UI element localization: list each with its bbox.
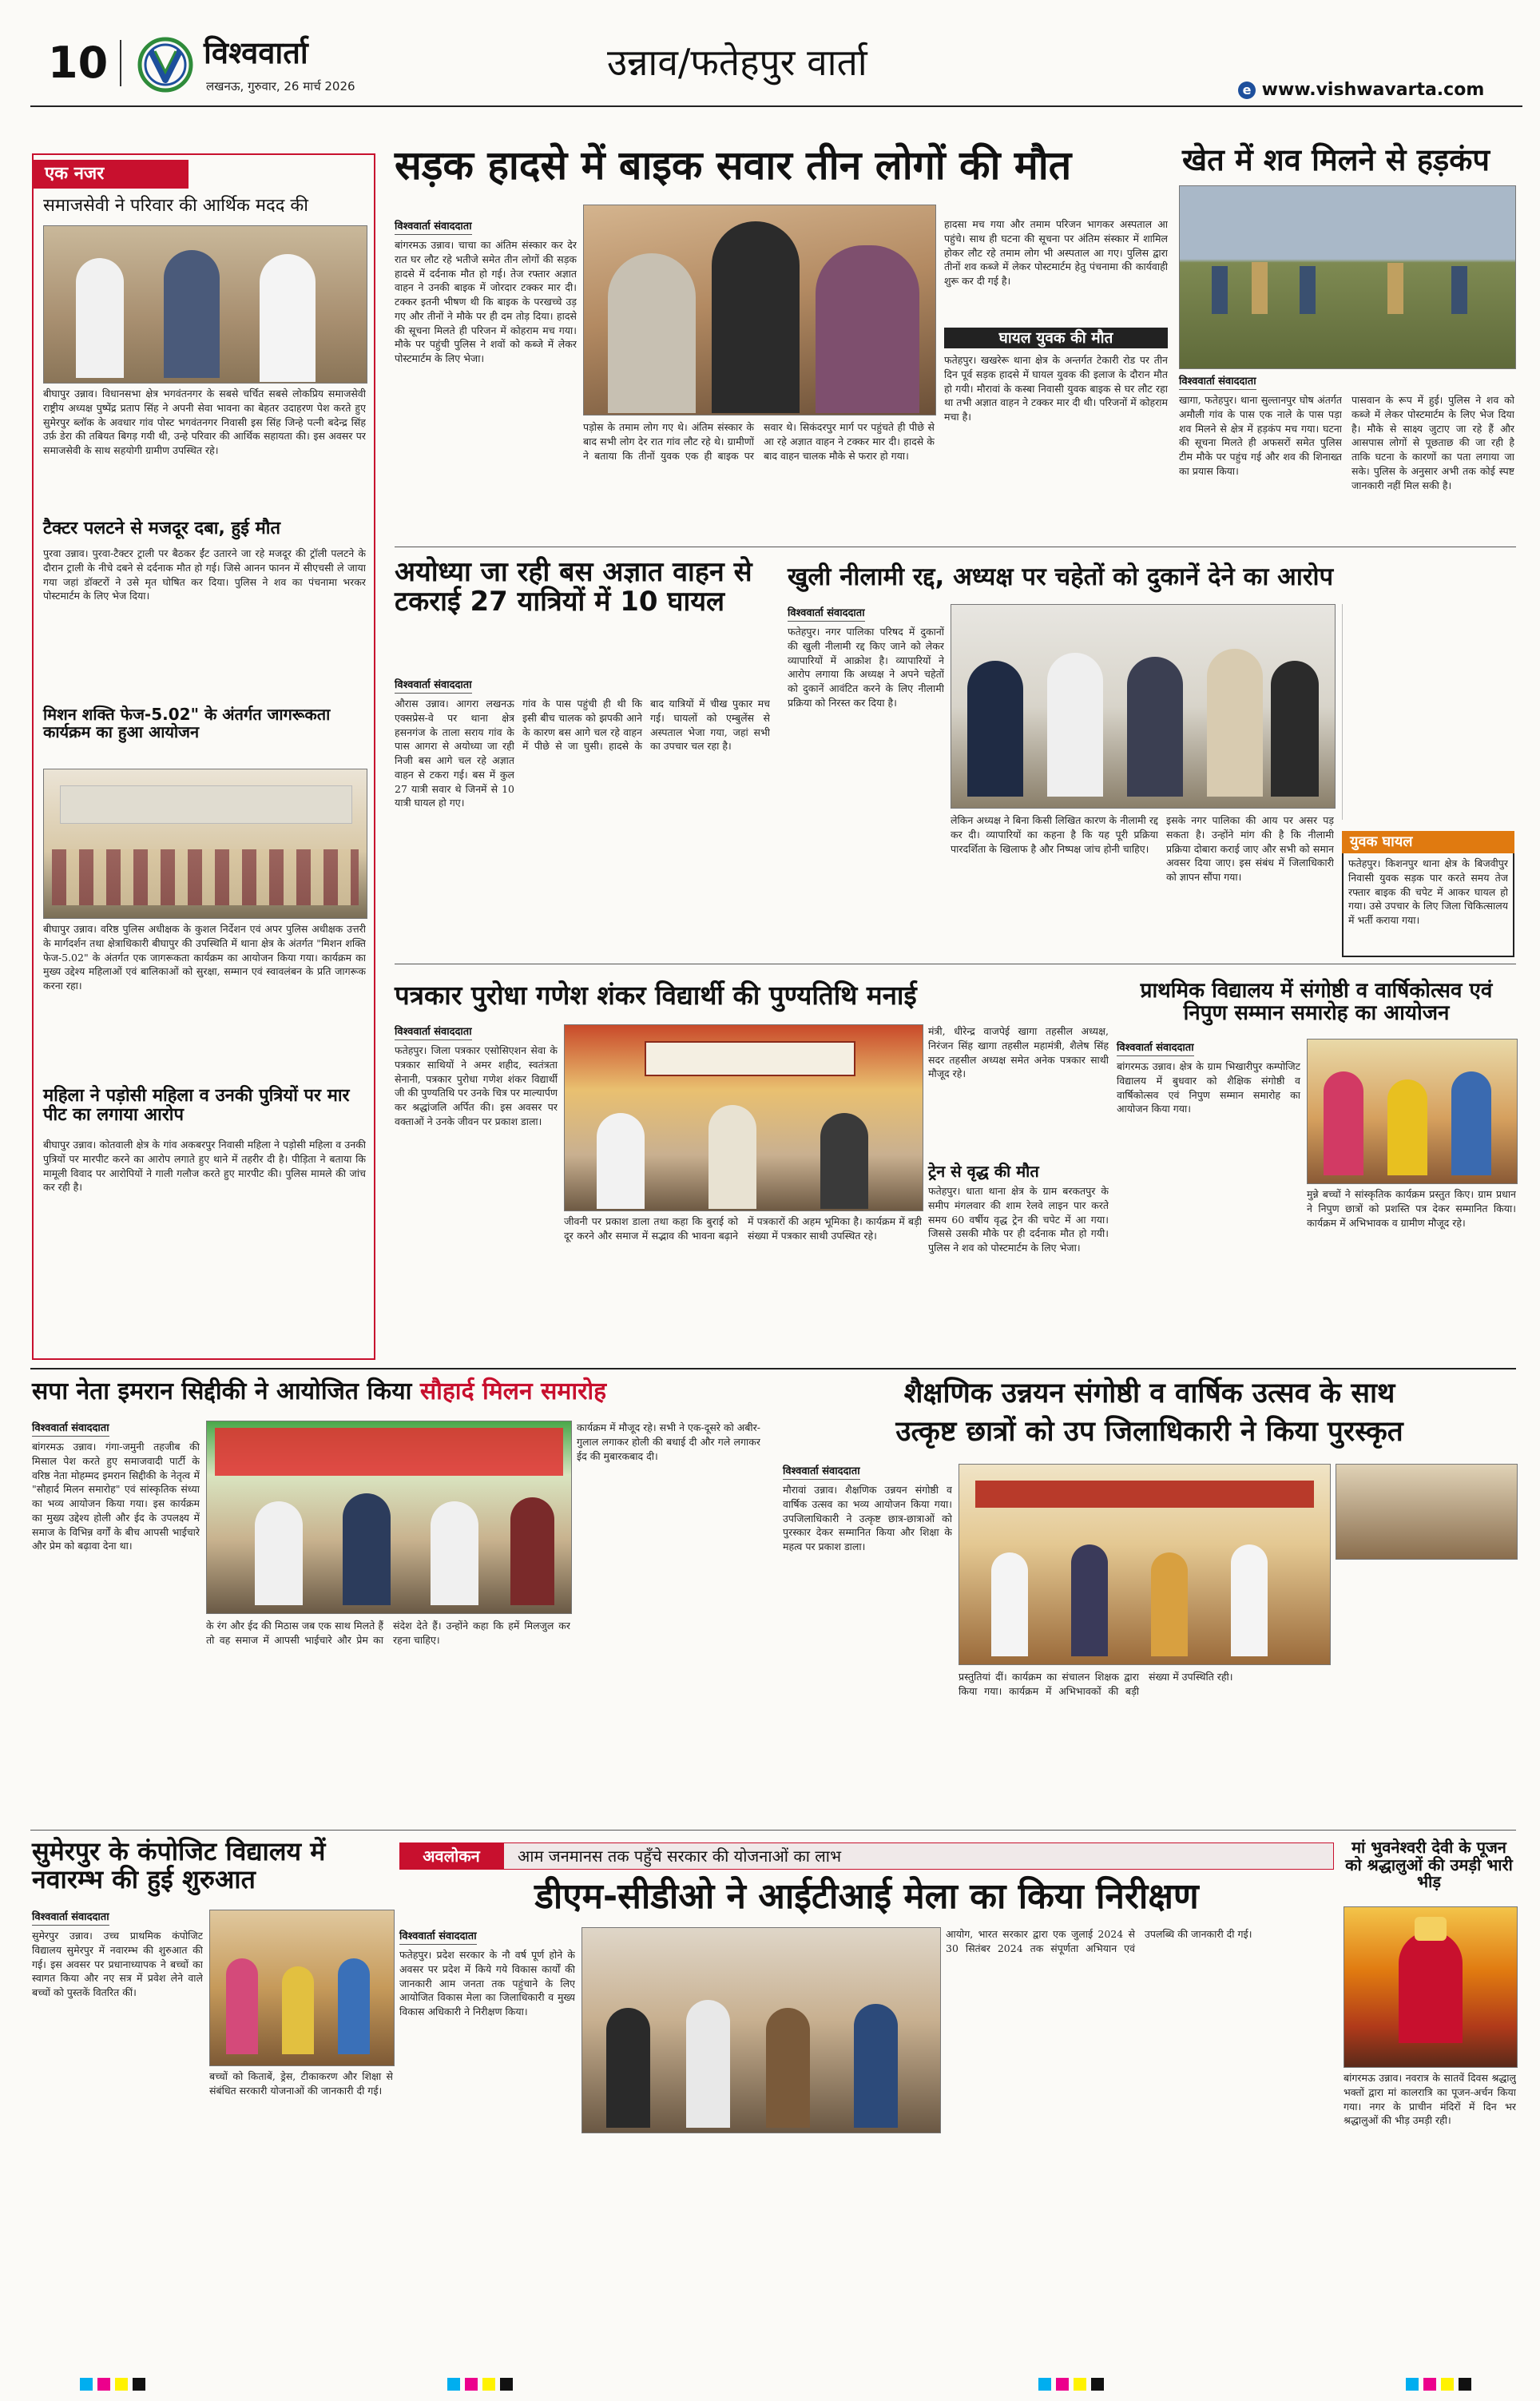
sapa-body1: बांगरमऊ उन्नाव। गंगा-जमुनी तहजीब की मिसाल पेश करते हुए समाजवादी पार्टी के वरिष्ठ नेता मोहम्मद इमरान सिद्दीकी के नेतृत्व में "सौहार्द मिलन समारोह" एवं सांस्कृतिक संध्या का भव्य आयोजन किया गया। इस कार्यक्रम का मुख्य उद्देश्य होली और ईद के उपलक्ष्य में समाज के विभिन्न वर्गों के बीच आपसी भाईचारे और प्रेम को बढ़ावा देना था।	[32, 1441, 200, 1552]
avalokan-body2: आयोग, भारत सरकार द्वारा एक जुलाई 2024 से 30 सितंबर 2024 तक संपूर्णता अभियान एवं उपलब्धि की जानकारी दी गई।	[946, 1928, 1252, 1954]
sumerpur-col1	[32, 1908, 203, 2355]
page-number-divider	[120, 40, 121, 86]
masthead-rule	[30, 105, 1522, 107]
bhuvneshwari-photo	[1344, 1906, 1518, 2068]
shaikshik-col1	[783, 1462, 952, 1819]
color-mark-cyan	[80, 2378, 93, 2391]
nilami-headline: खुली नीलामी रद्द, अध्यक्ष पर चहेतों को दुकानें देने का आरोप	[788, 562, 1334, 591]
shaikshik-headline-1: शैक्षणिक उन्नयन संगोष्ठी व वार्षिक उत्सव के साथ	[903, 1377, 1395, 1409]
prathmik-body1: बांगरमऊ उन्नाव। क्षेत्र के ग्राम भिखारीपुर कम्पोजिट विद्यालय में बुधवार को शैक्षिक संगोष्ठी व वार्षिकोत्सव एवं निपुण सम्मान समारोह का आयोजन किया गया।	[1117, 1060, 1300, 1115]
khet-shav-body2: पासवान के रूप में हुई। पुलिस ने शव को कब्जे में लेकर पोस्टमार्टम के लिए भेज दिया है। मौके से साक्ष्य जुटाए जा रहे हैं और आसपास लोगों से पूछताछ की जा रही है ताकि घटना के कारणों का पता लगाया जा सके। पुलिस के अनुसार अभी तक कोई स्पष्ट जानकारी नहीं मिल सकी है।	[1351, 394, 1514, 491]
lead-col1	[395, 217, 577, 537]
page-number: 10	[48, 38, 109, 88]
globe-icon: e	[1238, 81, 1256, 99]
shaikshik-photo-2	[1336, 1464, 1518, 1560]
lead-body3: हादसा मच गया और तमाम परिजन भागकर अस्पताल आ पहुंचे। साथ ही घटना की सूचना पर अंतिम संस्कार में शामिल होकर लौट रहे तमाम लोग भी अस्पताल आ गए। पुलिस द्वारा तीनों शव कब्जे में लेकर पोस्टमार्टम हेतु पंचनामा की कार्यवाही शुरू कर दी गई है।	[944, 218, 1168, 287]
paper-name: विश्ववार्ता	[204, 35, 308, 70]
ek-nazar-1-headline: समाजसेवी ने परिवार की आर्थिक मदद की	[43, 196, 308, 216]
sapa-body2: के रंग और ईद की मिठास जब एक साथ मिलते हैं तो वह समाज में आपसी भाईचारे और प्रेम का संदेश देते हैं। उन्होंने कहा कि हमें मिलजुल कर रहना चाहिए।	[206, 1620, 570, 1646]
nilami-body1: फतेहपुर। नगर पालिका परिषद में दुकानों की खुली नीलामी रद्द किए जाने को लेकर व्यापारियों में आक्रोश है। व्यापारियों ने आरोप लगाया कि अध्यक्ष ने अपने चहेतों को दुकानें आवंटित करने के लिए नीलामी प्रक्रिया को निरस्त कर दिया है।	[788, 626, 944, 709]
ek-nazar-3-headline: मिशन शक्ति फेज-5.02" के अंतर्गत जागरूकता कार्यक्रम का हुआ आयोजन	[43, 705, 331, 741]
rule-4	[30, 1830, 1516, 1831]
ek-nazar-4-body: बीघापुर उन्नाव। कोतवाली क्षेत्र के गांव अकबरपुर निवासी महिला ने पड़ोसी महिला व उनकी पुत्रियों पर मारपीट करने का आरोप लगाते हुए थाने में तहरीर दी है। पीड़िता ने बताया कि मामूली विवाद पर आरोपियों ने गाली गलौज करते हुए मारपीट की। पुलिस मामले की जांच कर रही है।	[43, 1139, 366, 1194]
prathmik-body2: मुन्ने बच्चों ने सांस्कृतिक कार्यक्रम प्रस्तुत किए। ग्राम प्रधान ने निपुण छात्रों को प्रशस्ति पत्र देकर सम्मानित किया। कार्यक्रम में अभिभावक व ग्रामीण मौजूद रहे।	[1307, 1188, 1516, 1229]
prathmik-headline: प्राथमिक विद्यालय में संगोष्ठी व वार्षिकोत्सव एवं निपुण सम्मान समारोह का आयोजन	[1140, 979, 1493, 1026]
website-link[interactable]	[1238, 80, 1484, 100]
nilami-body3: इसके नगर पालिका की आय पर असर पड़ सकता है। उन्होंने मांग की है कि नीलामी प्रक्रिया दोबारा कराई जाए और सभी को समान अवसर दिया जाए। इस संबंध में जिलाधिकारी को ज्ञापन सौंपा गया।	[1166, 814, 1334, 883]
lead-body1: बांगरमऊ उन्नाव। चाचा का अंतिम संस्कार कर देर रात घर लौट रहे भतीजे समेत तीन लोगों की सड़क हादसे में दर्दनाक मौत हो गई। तेज रफ्तार अज्ञात वाहन ने उनकी बाइक में जोरदार टक्कर मार दी। टक्कर इतनी भीषण थी कि बाइक के परखच्चे उड़ गए और तीनों ने मौके पर ही दम तोड़ दिया। हादसे की सूचना मिलते ही परिजन में कोहराम मच गया। मौके पर पहुंची पुलिस ने शवों को कब्जे में लेकर पोस्टमार्टम के लिए भेजा।	[395, 239, 577, 364]
patrakar-body2: जीवनी पर प्रकाश डाला तथा कहा कि बुराई को दूर करने और समाज में सद्भाव की भावना बढ़ाने में पत्रकारों की अहम भूमिका है। कार्यक्रम में बड़ी संख्या में पत्रकार साथी उपस्थित रहे।	[564, 1215, 922, 1242]
sumerpur-headline: सुमेरपुर के कंपोजिट विद्यालय में नवारम्भ की हुई शुरुआत	[32, 1836, 326, 1894]
ek-nazar-1-body: बीघापुर उन्नाव। विधानसभा क्षेत्र भगवंतनगर के सबसे चर्चित सबसे लोकप्रिय समाजसेवी राष्ट्रीय अध्यक्ष पुष्पेंद्र प्रताप सिंह ने अपनी सेवा भावना का बेहतर उदाहरण पेश करते हुए सुमेरपुर ब्लॉक के अवधार गांव पोस्ट भगवंतनगर निवासी इस सिंह जिन्हे पत्नी बदेन्द्र सिंह उर्फ़ डेरा की तबियत बिगड़ गयी थी, उन्हे परिवार की आर्थिक सहायता की। इस अवसर पर समाजसेवी के साथ सहयोगी ग्रामीण उपस्थित रहे।	[43, 388, 366, 456]
color-mark-black-2	[500, 2378, 513, 2391]
lead-headline: सड़क हादसे में बाइक सवार तीन लोगों की मौत	[395, 142, 1072, 189]
masthead	[0, 0, 1540, 102]
dateline: लखनऊ, गुरुवार, 26 मार्च 2026	[206, 79, 355, 93]
yuvak-ghayal-label: युवक घायल	[1342, 831, 1514, 853]
color-mark-cyan-2	[447, 2378, 460, 2391]
prathmik-col1	[1117, 1039, 1300, 1358]
rule-3	[30, 1368, 1516, 1369]
nilami-photo	[951, 604, 1336, 809]
patrakar-body1: फतेहपुर। जिला पत्रकार एसोसिएशन सेवा के पत्रकार साथियों ने अमर शहीद, स्वतंत्रता सेनानी, पत्रकार पुरोधा गणेश शंकर विद्यार्थी जी की पुण्यतिथि पर उनके चित्र पर माल्यार्पण कर श्रद्धांजलि अर्पित की। इस अवसर पर वक्ताओं ने उनके जीवन पर प्रकाश डाला।	[395, 1044, 558, 1127]
color-mark-magenta	[97, 2378, 110, 2391]
ayodhya-bureau: विश्ववार्ता संवाददाता	[395, 677, 472, 694]
sapa-body3: कार्यक्रम में मौजूद रहे। सभी ने एक-दूसरे को अबीर-गुलाल लगाकर होली की बधाई दी और गले लगाकर ईद की मुबारकबाद दी।	[577, 1421, 760, 1462]
ek-nazar-1-photo	[43, 225, 367, 384]
color-mark-cyan-3	[1038, 2378, 1051, 2391]
prathmik-photo	[1307, 1039, 1518, 1184]
patrakar-col1	[395, 1023, 558, 1358]
ayodhya-text	[395, 676, 778, 956]
khet-shav-bureau: विश्ववार्ता संवाददाता	[1179, 373, 1256, 390]
ek-nazar-2-headline: टैक्टर पलटने से मजदूर दबा, हुई मौत	[43, 519, 281, 539]
ayodhya-body2: गांव के पास पहुंची ही थी कि इसी बीच चालक को झपकी आने के कारण बस आगे चल रहे वाहन में पीछे से जा घुसी। हादसे के बाद यात्रियों में चीख पुकार मच गई। घायलों को एम्बुलेंस से अस्पताल भेजा गया, जहां सभी का उपचार चल रहा है।	[522, 698, 770, 753]
color-mark-black-4	[1459, 2378, 1471, 2391]
shaikshik-headline-2: उत्कृष्ट छात्रों को उप जिलाधिकारी ने किया पुरस्कृत	[895, 1416, 1403, 1448]
color-mark-yellow-2	[482, 2378, 495, 2391]
avalokan-tagline: आम जनमानस तक पहुँचे सरकार की योजनाओं का लाभ	[518, 1846, 842, 1866]
sumerpur-body2: बच्चों को किताबें, ड्रेस, टीकाकरण और शिक्षा से संबंधित सरकारी योजनाओं की जानकारी दी गई।	[209, 2070, 393, 2097]
avalokan-label: अवलोकन	[399, 1842, 503, 1870]
shaikshik-body1: मौरावां उन्नाव। शैक्षणिक उन्नयन संगोष्ठी व वार्षिक उत्सव का भव्य आयोजन किया गया। उपजिलाधिकारी ने उत्कृष्ट छात्र-छात्राओं को पुरस्कार देकर सम्मानित किया और शिक्षा के महत्व पर प्रकाश डाला।	[783, 1484, 952, 1552]
sapa-bureau: विश्ववार्ता संवाददाता	[32, 1420, 109, 1437]
ek-nazar-3-body: बीघापुर उन्नाव। वरिष्ठ पुलिस अधीक्षक के कुशल निर्देशन एवं अपर पुलिस अधीक्षक उत्तरी के मार्गदर्शन तथा क्षेत्राधिकारी बीघापुर की उपस्थिति में थाना क्षेत्र के अंतर्गत "मिशन शक्ति फेज-5.02" के अंतर्गत एक जागरूकता कार्यक्रम का आयोजन किया गया। कार्यक्रम का मुख्य उद्देश्य महिलाओं एवं बालिकाओं को सुरक्षा, सम्मान एवं स्वावलंबन के प्रति जागरूक करना रहा।	[43, 923, 366, 992]
color-mark-magenta-2	[465, 2378, 478, 2391]
website-text: www.vishwavarta.com	[1261, 80, 1485, 100]
color-mark-black	[133, 2378, 145, 2391]
nilami-body2: लेकिन अध्यक्ष ने बिना किसी लिखित कारण के नीलामी रद्द कर दी। व्यापारियों का कहना है कि यह पूरी प्रक्रिया पारदर्शिता के खिलाफ है और निष्पक्ष जांच होनी चाहिए।	[951, 814, 1158, 855]
registration-marks	[0, 2375, 1540, 2394]
avalokan-col1	[399, 1927, 575, 2355]
avalokan-bureau: विश्ववार्ता संवाददाता	[399, 1928, 477, 1945]
color-mark-yellow-4	[1441, 2378, 1454, 2391]
shaikshik-body2: प्रस्तुतियां दीं। कार्यक्रम का संचालन शिक्षक द्वारा किया गया। कार्यक्रम में अभिभावकों की बड़ी संख्या में उपस्थिति रही।	[959, 1671, 1233, 1697]
sapa-photo	[206, 1421, 572, 1614]
lead-bureau: विश्ववार्ता संवाददाता	[395, 218, 472, 235]
khet-shav-photo	[1179, 185, 1516, 369]
avalokan-photo	[581, 1927, 941, 2133]
bhuvneshwari-headline: मां भुवनेश्वरी देवी के पूजन को श्रद्धालुओं की उमड़ी भारी भीड़	[1345, 1838, 1513, 1892]
prathmik-bureau: विश्ववार्ता संवाददाता	[1117, 1040, 1194, 1056]
ek-nazar-3-photo	[43, 769, 367, 919]
train-vridh-headline: ट्रेन से वृद्ध की मौत	[928, 1162, 1039, 1181]
sumerpur-bureau: विश्ववार्ता संवाददाता	[32, 1909, 109, 1926]
sapa-headline	[32, 1379, 767, 1405]
patrakar-photo	[564, 1024, 923, 1211]
color-mark-yellow	[115, 2378, 128, 2391]
ayodhya-body1: औरास उन्नाव। आगरा लखनऊ एक्सप्रेस-वे पर थाना क्षेत्र हसनगंज के ताला सराय गांव के पास आगरा से अयोध्या जा रही निजी बस आगे चल रहे अज्ञात वाहन से टकरा गई। बस में कुल 27 यात्री सवार थे जिनमें से 10 यात्री घायल हो गए।	[395, 698, 514, 809]
train-vridh-body: फतेहपुर। धाता थाना क्षेत्र के ग्राम बरकतपुर के समीप मंगलवार की शाम रेलवे लाइन पार करते समय 60 वर्षीय वृद्ध ट्रेन की चपेट में आ गया। जिससे उसकी मौके पर ही दर्दनाक मौत हो गयी। पुलिस ने शव को पोस्टमार्टम के लिए भेजा।	[928, 1185, 1109, 1254]
yuvak-ghayal-body: फतेहपुर। किशनपुर थाना क्षेत्र के बिजवीपुर निवासी युवक सड़क पार करते समय तेज रफ्तार बाइक की चपेट में आकर घायल हो गया। उसे उपचार के लिए जिला चिकित्सालय में भर्ती कराया गया।	[1348, 857, 1508, 926]
color-mark-magenta-4	[1423, 2378, 1436, 2391]
ghayal-yuvak-body: फतेहपुर। खखरेरू थाना क्षेत्र के अन्तर्गत टेकारी रोड पर तीन दिन पूर्व सड़क हादसे में घायल युवक की इलाज के दौरान मौत हो गयी। मौरावां के कस्बा निवासी युवक बाइक से घर लौट रहा था तभी अज्ञात वाहन ने टक्कर मार दी थी। परिजनों में कोहराम मचा है।	[944, 354, 1168, 423]
patrakar-bureau: विश्ववार्ता संवाददाता	[395, 1024, 472, 1040]
ek-nazar-label: एक नजर	[34, 160, 189, 189]
khet-shav-text	[1179, 372, 1514, 540]
sapa-col1	[32, 1419, 200, 1819]
shaikshik-bureau: विश्ववार्ता संवाददाता	[783, 1463, 860, 1480]
shaikshik-body3	[1336, 1564, 1516, 1819]
ayodhya-headline: अयोध्या जा रही बस अज्ञात वाहन से टकराई 27 यात्रियों में 10 घायल	[395, 556, 752, 618]
logo-icon	[137, 37, 193, 93]
avalokan-headline: डीएम-सीडीओ ने आईटीआई मेला का किया निरीक्षण	[534, 1876, 1199, 1917]
shaikshik-photo-1	[959, 1464, 1331, 1665]
patrakar-headline: पत्रकार पुरोधा गणेश शंकर विद्यार्थी की पुण्यतिथि मनाई	[395, 980, 917, 1011]
ek-nazar-4-headline: महिला ने पड़ोसी महिला व उनकी पुत्रियों पर मार पीट का लगाया आरोप	[43, 1086, 350, 1125]
khet-shav-headline: खेत में शव मिलने से हड़कंप	[1182, 142, 1490, 177]
bhuvneshwari-body: बांगरमऊ उन्नाव। नवरात्र के सातवें दिवस श्रद्धालु भक्तों द्वारा मां कालरात्रि का पूजन-अर्चन किया गया। नगर के प्राचीन मंदिरों में दिन भर श्रद्धालुओं की भीड़ उमड़ी रही।	[1344, 2072, 1516, 2127]
color-mark-magenta-3	[1056, 2378, 1069, 2391]
avalokan-body1: फतेहपुर। प्रदेश सरकार के नौ वर्ष पूर्ण होने के अवसर पर प्रदेश में किये गये विकास कार्यों की जानकारी आम जनता तक पहुंचाने के लिए आयोजित विकास मेला का जिलाधिकारी व मुख्य विकास अधिकारी ने निरीक्षण किया।	[399, 1949, 575, 2017]
sumerpur-body1: सुमेरपुर उन्नाव। उच्च प्राथमिक कंपोजिट विद्यालय सुमेरपुर में नवारम्भ की शुरुआत की गई। इस अवसर पर प्रधानाध्यापक ने बच्चों का स्वागत किया और नए सत्र में प्रवेश लेने वाले बच्चों को पुस्तकें वितरित कीं।	[32, 1930, 203, 1998]
khet-shav-body1: खागा, फतेहपुर। थाना सुल्तानपुर घोष अंतर्गत अमौली गांव के पास एक नाले के पास पड़ा शव मिलने से क्षेत्र में हड़कंप मच गया। घटना की सूचना मिलते ही अफसरों समेत पुलिस टीम मौके पर पहुंच गई और शव की शिनाख्त का प्रयास किया।	[1179, 394, 1342, 477]
sapa-headline-part2: सौहार्द मिलन समारोह	[419, 1377, 607, 1405]
nilami-body3b	[1342, 604, 1514, 820]
ek-nazar-2-body: पुरवा उन्नाव। पुरवा-टैक्टर ट्राली पर बैठकर ईंट उतारने जा रहे मजदूर की ट्रॉली पलटने के दौरान ट्राली के नीचे दबने से दर्दनाक मौत हो गई। जिसे आनन फानन में सीएचसी ले जाया गया जहां डॉक्टरों ने उसे मृत घोषित कर दिया। पुलिस ने शव का पंचनामा भरकर पोस्टमार्टम के लिए भेज दिया।	[43, 547, 366, 602]
avalokan-body3	[581, 2138, 939, 2355]
color-mark-yellow-3	[1074, 2378, 1086, 2391]
sumerpur-photo	[209, 1910, 395, 2066]
lead-body2: पड़ोस के तमाम लोग गए थे। अंतिम संस्कार के बाद सभी लोग देर रात गांव लौट रहे थे। ग्रामीणों ने बताया कि तीनों युवक एक ही बाइक पर सवार थे। सिकंदरपुर मार्ग पर पहुंचते ही पीछे से आ रहे अज्ञात वाहन ने टक्कर मार दी। हादसे के बाद वाहन चालक मौके से फरार हो गया।	[583, 421, 935, 462]
section-title: उन्नाव/फतेहपुर वार्ता	[607, 41, 867, 84]
color-mark-cyan-4	[1406, 2378, 1419, 2391]
ghayal-yuvak-headline: घायल युवक की मौत	[998, 329, 1113, 347]
lead-photo	[583, 205, 936, 415]
sapa-headline-part1: सपा नेता इमरान सिद्दीकी ने आयोजित किया	[32, 1377, 420, 1405]
nilami-bureau: विश्ववार्ता संवाददाता	[788, 605, 865, 622]
color-mark-black-3	[1091, 2378, 1104, 2391]
nilami-col1	[788, 604, 944, 956]
patrakar-body3: मंत्री, धीरेन्द्र वाजपेई खागा तहसील अध्यक्ष, निरंजन सिंह खागा तहसील महामंत्री, शैलेष सिंह सदर तहसील अध्यक्ष समेत अनेक पत्रकार साथी मौजूद रहे।	[928, 1025, 1109, 1080]
